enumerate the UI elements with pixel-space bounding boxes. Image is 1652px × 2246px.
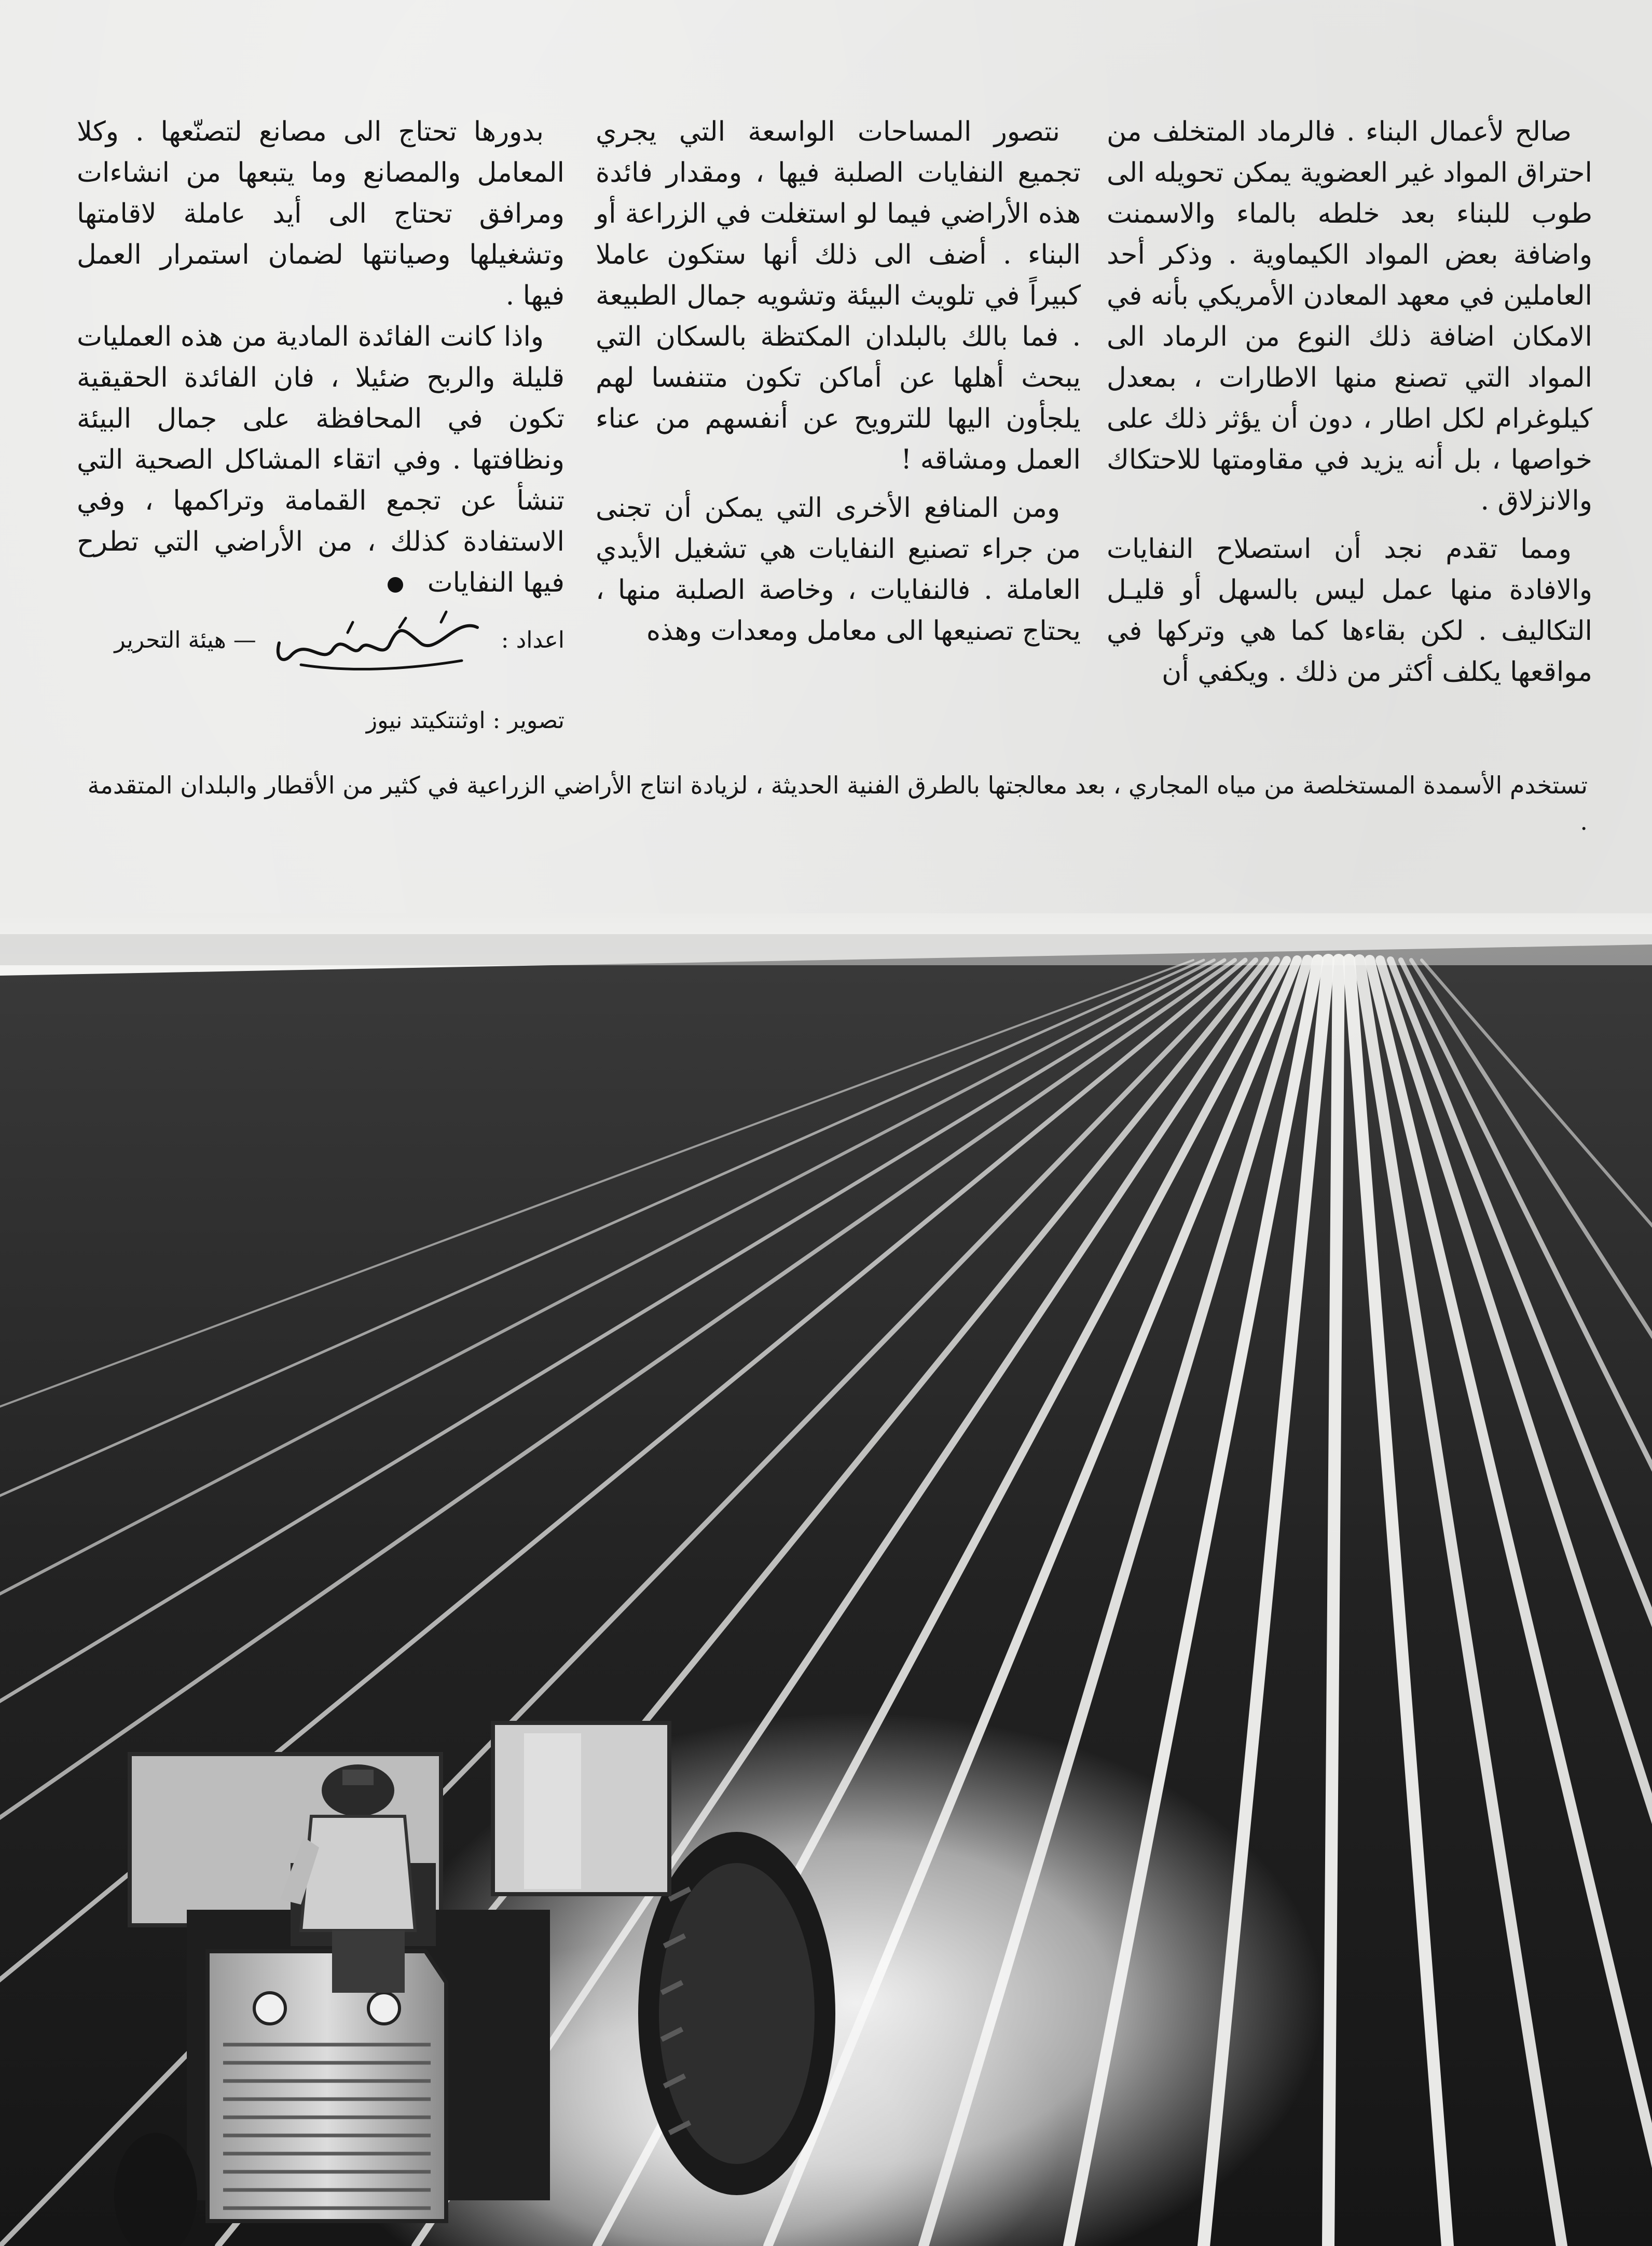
paragraph: نتصور المساحات الواسعة التي يجري تجميع النفايات الصلبة فيها ، ومقدار فائدة هذه الأراضي فيما لو استغلت في الزراعة أو البناء . أضف الى ذلك أنها ستكون عاملا كبيراً في تلويث البيئة وتشويه جمال الطبيعة . فما بالك بالبلدان المكتظة بالسكان التي يبحث أهلها عن أماكن تكون متنفسا لهم يلجأون اليها للترويح عن أنفسهم من عناء العمل ومشاقه ! [596,116,1081,475]
prepared-by-label: اعداد : [501,627,565,653]
photo-caption: تستخدم الأسمدة المستخلصة من مياه المجاري ، بعد معالجتها بالطرق الفنية الحديثة ، لزيادة انتاج الأراضي الزراعية في كثير من الأقطار والبلدان المتقدمة . [87,771,1588,836]
photo-credit: تصوير : اوثنتكيتد نيوز [366,707,565,734]
author-signature [270,607,488,674]
paragraph [77,317,565,604]
editorial-board: — هيئة التحرير [114,627,256,653]
paragraph: ومن المنافع الأخرى التي يمكن أن تجنى من جراء تصنيع النفايات هي تشغيل الأيدي العاملة . فالنفايات ، وخاصة الصلبة منها ، يحتاج تصنيعها الى معامل ومعدات وهذه [596,492,1081,647]
article-column-left [77,112,565,736]
end-bullet-icon [388,577,403,593]
paragraph: ومما تقدم نجد أن استصلاح النفايات والافادة منها عمل ليس بالسهل أو قليـل التكاليف . لكن بقاءها كما هي وتركها في مواقعها يكلف أكثر من ذلك . ويكفي أن [1107,533,1592,688]
paragraph: صالح لأعمال البناء . فالرماد المتخلف من احتراق المواد غير العضوية يمكن تحويله الى طوب للبناء بعد خلطه بالماء والاسمنت واضافة بعض المواد الكيماوية . وذكر أحد العاملين في معهد المعادن الأمريكي بأنه في الامكان اضافة ذلك النوع من الرماد الى المواد التي تصنع منها الاطارات ، بمعدل كيلوغرام لكل اطار ، دون أن يؤثر ذلك على خواصها ، بل أنه يزيد في مقاومتها للاحتكاك والانزلاق . [1107,116,1592,516]
author-credit [77,607,565,674]
tractor-field-photo [0,913,1652,2246]
article-column-middle [596,112,1081,652]
paragraph: بدورها تحتاج الى مصانع لتصنّعها . وكلا المعامل والمصانع وما يتبعها من انشاءات ومرافق تحتاج الى أيد عاملة لاقامتها وتشغيلها وصيانتها لضمان استمرار العمل فيها . [77,116,565,311]
paragraph-text: واذا كانت الفائدة المادية من هذه العمليات قليلة والربح ضئيلا ، فان الفائدة الحقيقية تكون في المحافظة على جمال البيئة ونظافتها . وفي اتقاء المشاكل الصحية التي تنشأ عن تجمع القمامة وتراكمها ، وفي الاستفادة كذلك ، من الأراضي التي تطرح فيها النفايات [77,321,565,598]
article-column-right [1107,112,1592,693]
